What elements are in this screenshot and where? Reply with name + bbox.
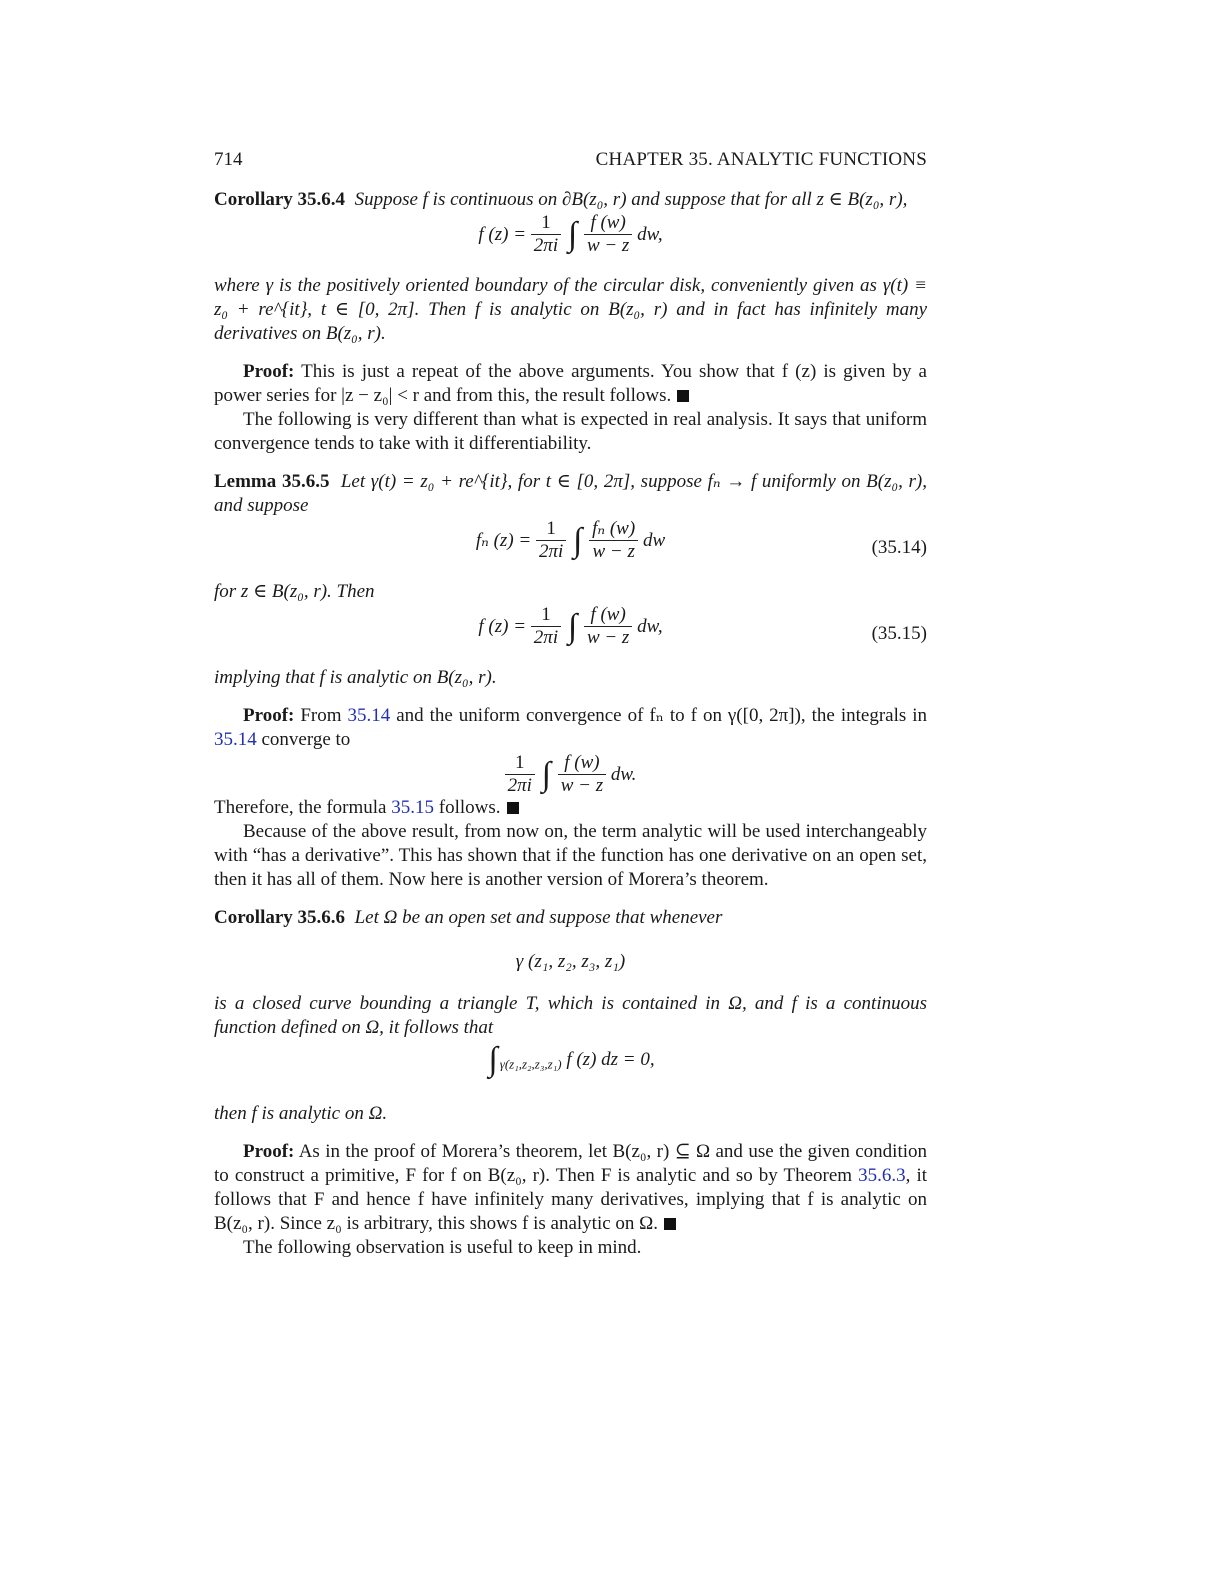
integral-sign: ∫ <box>567 215 578 253</box>
integral-sign: ∫ <box>488 1041 498 1078</box>
lemma-label: Lemma 35.6.5 <box>214 471 330 492</box>
display-equation: $\frac{1}{2\pi i}$ ∫ $\frac{f (w)}{w - z}$ dw. <box>214 752 927 796</box>
running-header <box>214 146 927 174</box>
proof-3: Proof: As in the proof of Morera’s theorem, let B(z₀, r) ⊆ Ω and use the given condition to construct a primitive, F for f on B(z₀, r). Then F is analytic and so by Theorem 35.6.3, it follows that F and hence f have infinitely many derivatives, implying that f is analytic on B(z₀, r). Since z₀ is arbitrary, this shows f is analytic on Ω. The following observation is useful to keep in mind. <box>214 1141 928 1258</box>
chapter-title: CHAPTER 35. ANALYTIC FUNCTIONS <box>595 149 927 170</box>
paragraph: The following is very different than what is expected in real analysis. It says that uniform convergence tends to take with it differentiability. <box>214 409 927 454</box>
equation-link[interactable]: 35.14 <box>347 705 391 726</box>
corollary-statement: Suppose f is continuous on ∂B(z₀, r) and suppose that for all z ∈ B(z₀, r), <box>354 189 908 210</box>
integral-sign: ∫ <box>567 607 578 645</box>
corollary-label: Corollary 35.6.6 <box>214 907 346 928</box>
proof-1: Proof: This is just a repeat of the above arguments. You show that f (z) is given by a power series for |z − z₀| < r and from this, the result follows. The following is very different than what is expected in real analysis. It says that uniform convergence tends to take with it differentiability. <box>214 361 927 454</box>
equation-link[interactable]: 35.15 <box>391 797 434 818</box>
equation-link[interactable]: 35.14 <box>214 729 257 750</box>
theorem-link[interactable]: 35.6.3 <box>858 1165 906 1186</box>
qed-symbol <box>677 390 689 402</box>
corollary-35-6-6: Corollary 35.6.6 Let Ω be an open set and suppose that whenever γ (z₁, z₂, z₃, z₁) is a closed curve bounding a triangle T, which is contained in Ω, and f is a continuous function defined on Ω, it follows that ∫ $_{\gamma(z_1,z_2,z_3,z_1)}$ f (z) dz = 0, then f is analytic on Ω. <box>214 907 927 1124</box>
page-content <box>214 146 927 1260</box>
equation-number: (35.14) <box>871 537 927 558</box>
equation-number: (35.15) <box>871 623 927 644</box>
lemma-35-6-5: Lemma 35.6.5 Let γ(t) = z₀ + re^{it}, for t ∈ [0, 2π], suppose fₙ → f uniformly on B(z₀, r), and suppose fₙ (z) = $\frac{1}{2\pi i}$ ∫ $\frac{\text{fₙ (w)}}{w - z}$ dw (35.14) for z ∈ B(z₀, r). Then f (z) = $\frac{1}{2\pi i}$ ∫ $\frac{f (w)}{w - z}$ dw, (35.15) implying that f is analytic on B(z₀, r). <box>214 471 927 688</box>
integral-equation: ∫ $_{\gamma(z_1,z_2,z_3,z_1)}$ f (z) dz = 0, <box>488 1041 655 1078</box>
paragraph: The following observation is useful to keep in mind. <box>243 1237 642 1258</box>
corollary-body: where γ is the positively oriented boundary of the circular disk, conveniently given as γ(t) ≡ z₀ + re^{it}, t ∈ [0, 2π]. Then f is analytic on B(z₀, r) and in fact has infinitely many derivatives on B(z₀, r). <box>214 275 927 344</box>
qed-symbol <box>664 1218 676 1230</box>
display-equation: f (z) = $\frac{1}{2\pi i}$ ∫ $\frac{f (w)}{w - z}$ dw, <box>478 212 663 256</box>
equation-35-15: f (z) = $\frac{1}{2\pi i}$ ∫ $\frac{f (w)}{w - z}$ dw, (35.15) <box>478 604 927 648</box>
integral-sign: ∫ <box>573 521 583 559</box>
corollary-label: Corollary 35.6.4 <box>214 189 346 210</box>
qed-symbol <box>507 802 519 814</box>
integral-sign: ∫ <box>541 755 551 793</box>
curve-expression: γ (z₁, z₂, z₃, z₁) <box>515 951 626 972</box>
paragraph: Because of the above result, from now on, the term analytic will be used interchangeably with “has a derivative”. This has shown that if the function has one derivative on an open set, then it has all of them. Now here is another version of Morera’s theorem. <box>214 821 927 890</box>
page-number: 714 <box>214 149 243 170</box>
equation-35-14: fₙ (z) = $\frac{1}{2\pi i}$ ∫ $\frac{\text{fₙ (w)}}{w - z}$ dw (35.14) <box>475 518 927 562</box>
corollary-35-6-4 <box>214 188 927 346</box>
proof-2: Proof: From 35.14 and the uniform convergence of fₙ to f on γ([0, 2π]), the integrals in 35.14 converge to $\frac{1}{2\pi i}$ ∫ $\frac{f (w)}{w - z}$ dw. Therefore, the formula 35.15 follows. Because of the above result, from now on, the term analytic will be used interchangeably with “has a derivative”. This has shown that if the function has one derivative on an open set, then it has all of them. Now here is another version of Morera’s theorem. <box>214 705 927 890</box>
